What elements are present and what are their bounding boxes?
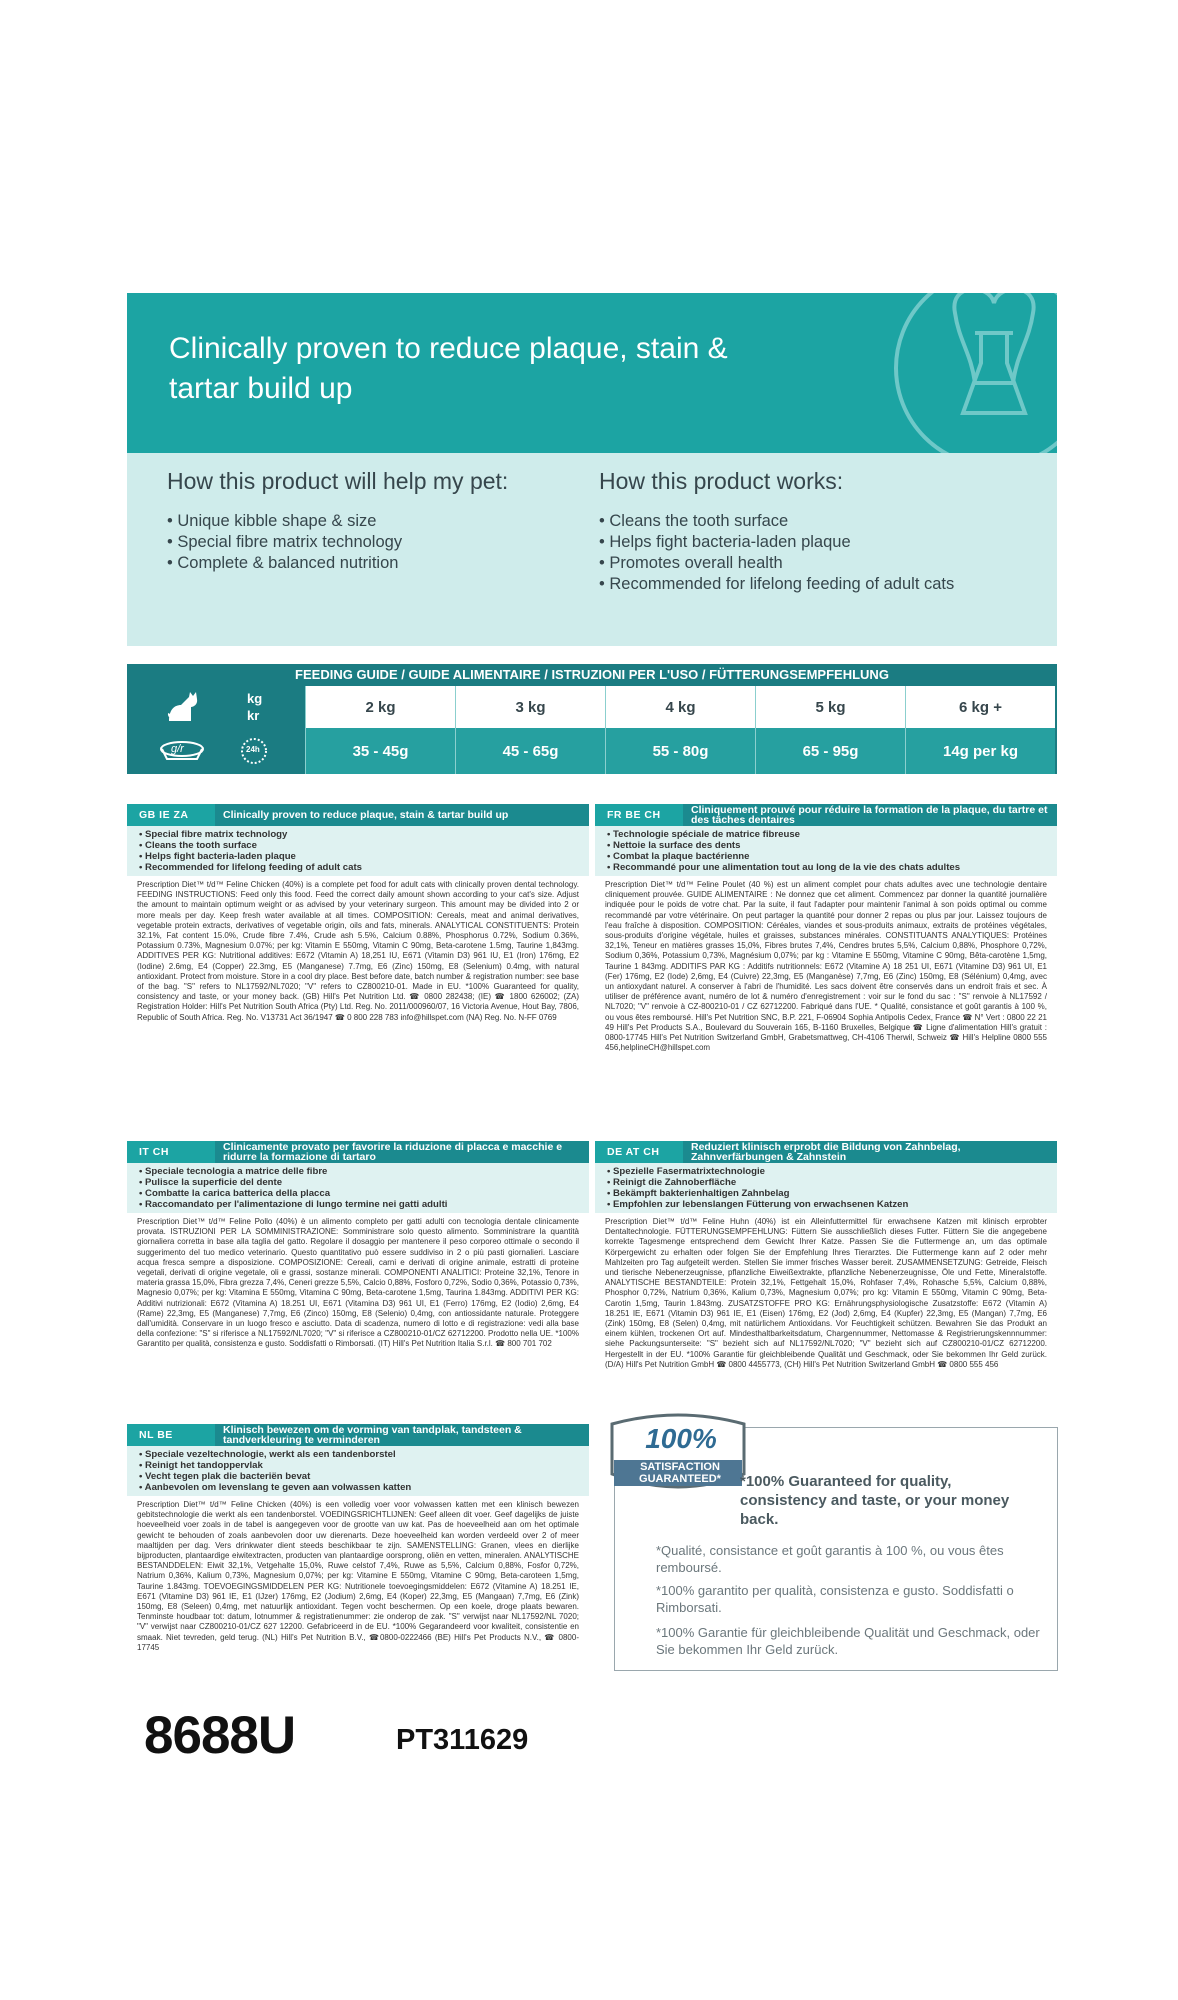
lang-codes: FR BE CH (607, 809, 661, 821)
weight-cell: 4 kg (605, 686, 755, 728)
list-item: • Raccomandato per l'alimentazione di lungo termine nei gatti adulti (139, 1199, 577, 1210)
weight-cell: 5 kg (755, 686, 905, 728)
weight-unit: kg kr (247, 691, 263, 723)
table-row (127, 686, 1057, 728)
amount-cell: 65 - 95g (755, 728, 905, 774)
list-item: • Combat la plaque bactérienne (607, 851, 1045, 862)
lang-body: Prescription Diet™ t/d™ Feline Huhn (40%) ist ein Alleinfuttermittel für erwachsene Katzen mit klinisch erprobter Dentaltechnologie. FÜTTERUNGSEMPFEHLUNG: Füttern Sie ausschließlich dieses Futter. Füttern Sie die angegebene korrekte Tagesmenge entsprechend dem Gewicht Ihrer Katze. Passen Sie die Futtermenge an, um das optimale Körpergewicht zu erhalten oder folgen Sie der Empfehlung Ihres Tierarztes. Die Futtermenge kann auf 2 oder mehr Mahlzeiten pro Tag aufgeteilt werden. Stellen Sie immer frisches Wasser bereit. ZUSAMMENSETZUNG: Getreide, Fleisch und tierische Nebenerzeugnisse, pflanzliche Eiweißextrakte, pflanzliche Nebenerzeugnisse, Öle und Fette, Mineralstoffe. ANALYTISCHE BESTANDTEILE: Protein 32,1%, Fettgehalt 15,0%, Rohfaser 7,4%, Rohasche 5,5%, Calcium 0,88%, Phosphor 0,72%, Natrium 0,36%, Kalium 0,73%, Magnesium 0,07%; pro kg: Vitamin E 550mg, Vitamin C 90mg, Beta-Carotin 1,5mg, Taurin 1.843mg. ZUSATZSTOFFE PRO KG: Ernährungsphysiologische Zusatzstoffe: E672 (Vitamin A) 18.251 IE, E671 (Vitamin D3) 961 IE, E1 (Eisen) 176mg, E2 (Jod) 2,6mg, E4 (Kupfer) 22,3mg, E5 (Mangan) 7,7mg, E6 (Zink) 150mg, E8 (Selen) 0,4mg, mit natürlichem Antioxidans. Vor Feuchtigkeit schützen. Bewahren Sie das Produkt an einem kühlen, trockenen Ort auf. Mindesthaltbarkeitsdatum, Chargennummer, Nettomasse & Registrierungskennnummer: siehe Packungsunterseite: "S" bezieht sich auf NL17592/NL7020; "V" bezieht sich auf CZ800210-01/CZ 62712200. Hergestellt in der EU. *100% Garantie für gleichbleibende Qualität und Geschmack, oder Sie bekommen Ihr Geld zurück. (D/A) Hill's Pet Nutrition GmbH ☎ 0800 4455773, (CH) Hill's Pet Nutrition Switzerland GmbH ☎ 0800 555 456 (605, 1217, 1047, 1369)
weight-cell: 3 kg (455, 686, 605, 728)
list-item: • Special fibre matrix technology (167, 532, 508, 553)
guarantee-it: *100% garantito per qualità, consistenza e gusto. Soddisfatti o Rimborsati. (656, 1583, 1014, 1615)
amount-cell: 45 - 65g (455, 728, 605, 774)
weight-cell: 6 kg + (905, 686, 1055, 728)
list-item: • Helps fight bacteria-laden plaque (139, 851, 577, 862)
lang-body: Prescription Diet™ t/d™ Feline Poulet (40 %) est un aliment complet pour chats adultes avec une technologie dentaire cliniquement prouvée. GUIDE ALIMENTAIRE : Ne donnez que cet aliment. Commencez par donner la quantité journalière indiquée pour le poids de votre chat. Par la suite, il faut l'adapter pour maintenir l'animal à son poids optimal ou comme recommandé par votre vétérinaire. On peut partager la quantité pour donner 2 repas ou plus par jour. Laissez toujours de l'eau fraîche à disposition. COMPOSITION: Céréales, viandes et sous-produits animaux, extraits de protéines végétales, sous-produits d'origine végétale, huiles et graisses, substances minérales. CONSTITUANTS ANALYTIQUES: Protéines 32,1%, Teneur en matières grasses 15,0%, Fibres brutes 7,4%, Cendres brutes 5,5%, Calcium 0,88%, Phosphore 0,72%, Sodium 0,36%, Potassium 0,73%, Magnésium 0,07%; par kg : Vitamine E 550mg, Vitamine C 90mg, Bêta-carotène 1,5mg, Taurine 1 843mg. ADDITIFS PAR KG : Additifs nutritionnels: E672 (Vitamine A) 18 251 UI, E671 (Vitamine D3) 961 UI, E1 (Fer) 176mg, E2 (Iode) 2,6mg, E4 (Cuivre) 22,3mg, E5 (Manganèse) 7,7mg, E6 (Zinc) 150mg, E8 (Sélénium) 0,4mg, avec un antioxydant naturel. A conserver à l'abri de l'humidité. Les sacs doivent être conservés dans un endroit frais et sec. À utiliser de préférence avant, numéro de lot & numéro d'enregistrement : voir sur le fond du sac : "S" renvoie à NL17592 / NL7020; "V" renvoie à CZ-800210-01 / CZ 62712200. Fabriqué dans l'UE. * Qualité, consistance et goût garantis à 100 %, ou vous êtes remboursé. Hill's Pet Nutrition SNC, B.P. 221, F-06904 Sophia Antipolis Cedex, France ☎ N° Vert : 0800 22 21 49 Hill's Pet Products S.A., Boulevard du Souverain 165, B-1160 Bruxelles, Belgique ☎ Ligne d'alimentation Hill's gratuit : 0800-17745 Hill's Pet Nutrition Switzerland GmbH, Grabetsmattweg, CH-4106 Therwil, Schweiz ☎ Hill's Helpline 0800 555 456,helplineCH@hillspet.com (605, 880, 1047, 1053)
product-works (599, 468, 954, 595)
lang-block-de (595, 1141, 1057, 1370)
list-item: • Cleans the tooth surface (139, 840, 577, 851)
amount-header-cell (129, 728, 305, 774)
period-label: 24h (246, 745, 260, 754)
amount-cell: 14g per kg (905, 728, 1055, 774)
feeding-guide-table (127, 664, 1057, 782)
list-item: • Helps fight bacteria-laden plaque (599, 532, 954, 553)
list-item: • Nettoie la surface des dents (607, 840, 1045, 851)
feeding-guide-title: FEEDING GUIDE / GUIDE ALIMENTAIRE / ISTRUZIONI PER L'USO / FÜTTERUNGSEMPFEHLUNG (127, 664, 1057, 686)
product-code: 8688U (144, 1706, 296, 1765)
list-item: • Bekämpft bakterienhaltigen Zahnbelag (607, 1188, 1045, 1199)
lang-block-nl (127, 1424, 589, 1653)
weight-header-cell (129, 686, 305, 728)
list-item: • Cleans the tooth surface (599, 511, 954, 532)
lang-body: Prescription Diet™ t/d™ Feline Pollo (40%) è un alimento completo per gatti adulti con tecnologia dentale clinicamente provata. ISTRUZIONI PER LA SOMMINISTRAZIONE: Somministrare solo questo alimento. Somministrare la quantità giornaliera corretta in base alla taglia del gatto. Regolare il dosaggio per mantenere il peso corporeo ottimale o secondo il suggerimento del tuo medico veterinario. Questo quantitativo può essere suddiviso in 2 o più pasti giornalieri. Lasciare acqua fresca sempre a disposizione. COMPOSIZIONE: Cereali, carni e derivati di origine animale, estratti di proteine vegetali, derivati di origine vegetale, oli e grassi, sostanze minerali. COMPONENTI ANALITICI: Proteine 32,1%, Tenore in materia grassa 15,0%, Fibra grezza 7,4%, Ceneri grezze 5,5%, Calcio 0,88%, Fosforo 0,72%, Sodio 0,36%, Potassio 0,73%, Magnesio 0,07%; per kg: Vitamina E 550mg, Vitamina C 90mg, Beta-carotene 1,5mg, Taurina 1.843mg. ADDITIVI PER KG: Additivi nutrizionali: E672 (Vitamina A) 18.251 UI, E671 (Vitamina D3) 961 UI, E1 (Ferro) 176mg, E2 (Iodio) 2,6mg, E4 (Rame) 22,3mg, E5 (Manganese) 7,7mg, E6 (Zinco) 150mg, E8 (Selenio) 0,4mg, con antiossidante naturale. Proteggere dall'umidità. Conservare in un luogo fresco e asciutto. Data di scadenza, numero di lotto e di registrazione: vedi alla base della confezione: "S" si riferisce a NL17592/NL7020; "V" si riferisce a CZ800210-01/CZ 62712200. Prodotto nella UE. *100% Garantito per qualità, consistenza e gusto. Soddisfatti o Rimborsati. (IT) Hill's Pet Nutrition Italia S.r.l. ☎ 800 701 702 (137, 1217, 580, 1349)
lang-title: Clinically proven to reduce plaque, stain & tartar build up (215, 804, 589, 826)
lang-block-fr (595, 804, 1057, 1053)
list-item: • Empfohlen zur lebenslangen Fütterung von erwachsenen Katzen (607, 1199, 1045, 1210)
print-code: PT311629 (396, 1724, 529, 1756)
weight-cell: 2 kg (305, 686, 455, 728)
lang-codes: IT CH (139, 1146, 169, 1158)
seal-percent: 100% (645, 1423, 717, 1454)
list-item: • Promotes overall health (599, 553, 954, 574)
list-item: • Reinigt het tandoppervlak (139, 1460, 577, 1471)
lang-block-it (127, 1141, 589, 1350)
product-works-title: How this product works: (599, 468, 844, 494)
seal-line: GUARANTEED* (639, 1473, 721, 1485)
guarantee-de: *100% Garantie für gleichbleibende Qualität und Geschmack, oder Sie bekommen Ihr Geld zurück. (656, 1625, 1040, 1657)
lang-body: Prescription Diet™ t/d™ Feline Chicken (40%) is a complete pet food for adult cats with clinically proven dental technology. FEEDING INSTRUCTIONS: Feed only this food. Feed the correct daily amount shown according to your cat's size. Adjust the amount to maintain optimum weight or as advised by your veterinary surgeon. This amount may be divided into 2 or more meals per day. Keep fresh water available at all times. COMPOSITION: Cereals, meat and animal derivatives, vegetable protein extracts, derivatives of vegetable origin, oils and fats, minerals. ANALYTICAL CONSTITUENTS: Protein 32.1%, Fat content 15.0%, Crude fibre 7.4%, Crude ash 5.5%, Calcium 0.88%, Phosphorus 0.72%, Sodium 0.36%, Potassium 0.73%, Magnesium 0.07%; per kg: Vitamin E 550mg, Vitamin C 90mg, Beta-carotene 1.5mg, Taurine 1,843mg. ADDITIVES PER KG: Nutritional additives: E672 (Vitamin A) 18,251 IU, E671 (Vitamin D3) 961 IU, E1 (Iron) 176mg, E2 (Iodine) 2.6mg, E4 (Copper) 22.3mg, E5 (Manganese) 7.7mg, E6 (Zinc) 150mg, E8 (Selenium) 0.4mg, with natural antioxidant. Protect from moisture. Store in a cool dry place. Best before date, batch number & registration number: see base of the bag. "S" refers to NL17592/NL7020; "V" refers to CZ800210-01. Made in EU. *100% Guaranteed for quality, consistency and taste, or your money back. (GB) Hill's Pet Nutrition Ltd. ☎ 0800 282438; (IE) ☎ 1800 626002; (ZA) Registration Holder: Hill's Pet Nutrition South Africa (Pty) Ltd. Reg. No. 2011/000960/07, 16 Victoria Avenue, Hout Bay, 7806, Republic of South Africa. Reg. No. V13731 Act 36/1947 ☎ 0 800 228 783 info@hillspet.com (NA) Reg. No. N-FF 0769 (137, 880, 580, 1022)
list-item: • Spezielle Fasermatrixtechnologie (607, 1166, 1045, 1177)
list-item: • Recommended for lifelong feeding of adult cats (599, 574, 954, 595)
amount-cell: 55 - 80g (605, 728, 755, 774)
lang-block-gb (127, 804, 589, 1023)
list-item: • Speciale tecnologia a matrice delle fibre (139, 1166, 577, 1177)
seal-text (612, 1461, 748, 1485)
guarantee-fr: *Qualité, consistance et goût garantis à 100 %, ou vous êtes remboursé. (656, 1543, 1004, 1575)
lang-title: Reduziert klinisch erprobt die Bildung von Zahnbelag, Zahnverfärbungen & Zahnstein (683, 1141, 1057, 1163)
list-item: • Reinigt die Zahnoberfläche (607, 1177, 1045, 1188)
list-item: • Combatte la carica batterica della placca (139, 1188, 577, 1199)
lang-title: Klinisch bewezen om de vorming van tandplak, tandsteen & tandverkleuring te verminderen (215, 1424, 589, 1446)
hero-banner (127, 293, 1057, 453)
list-item: • Recommended for lifelong feeding of adult cats (139, 862, 577, 873)
pet-benefits-title: How this product will help my pet: (167, 468, 509, 494)
guarantee-main: *100% Guaranteed for quality, consistency and taste, or your money back. (740, 1473, 1010, 1528)
list-item: • Special fibre matrix technology (139, 829, 577, 840)
table-row (127, 728, 1057, 774)
list-item: • Recommandé pour une alimentation tout au long de la vie des chats adultes (607, 862, 1045, 873)
amount-cell: 35 - 45g (305, 728, 455, 774)
pet-benefits (167, 468, 508, 574)
list-item: • Technologie spéciale de matrice fibreuse (607, 829, 1045, 840)
list-item: • Unique kibble shape & size (167, 511, 508, 532)
lang-codes: DE AT CH (607, 1146, 660, 1158)
list-item: • Complete & balanced nutrition (167, 553, 508, 574)
amount-unit: g/r (171, 743, 184, 755)
flask-tooth-icon (889, 293, 1057, 453)
list-item: • Speciale vezeltechnologie, werkt als een tandenborstel (139, 1449, 577, 1460)
list-item: • Pulisce la superficie del dente (139, 1177, 577, 1188)
lang-title: Cliniquement prouvé pour réduire la formation de la plaque, du tartre et des tâches dentaires (683, 804, 1057, 826)
benefits-panel (127, 453, 1057, 646)
hero-headline: Clinically proven to reduce plaque, stain & tartar build up (169, 332, 728, 405)
list-item: • Aanbevolen om levenslang te geven aan volwassen katten (139, 1482, 577, 1493)
cat-icon (165, 691, 201, 723)
lang-codes: GB IE ZA (139, 809, 189, 821)
list-item: • Vecht tegen plak die bacteriën bevat (139, 1471, 577, 1482)
lang-title: Clinicamente provato per favorire la riduzione di placca e macchie e ridurre la formazione di tartaro (215, 1141, 589, 1163)
lang-body: Prescription Diet™ t/d™ Feline Chicken (40%) is een volledig voer voor volwassen katten met een klinisch bewezen gebitstechnologie die werkt als een tandenborstel. VOEDINGSRICHTLIJNEN: Geef alleen dit voer. Geef dagelijks de juiste hoeveelheid voer zoals in de tabel is aangegeven voor de grootte van uw kat. Pas de hoeveelheid aan om het optimale gewicht te behouden of zoals aanbevolen door uw dierenarts. Deze hoeveelheid kan worden verdeeld over 2 of meer maaltijden per dag. Vers drinkwater dient steeds beschikbaar te zijn. SAMENSTELLING: Granen, vlees en dierlijke bijproducten, plantaardige eiwitextracten, producten van plantaardige oorsprong, oliën en vetten, mineralen. ANALYTISCHE BESTANDDELEN: Eiwit 32,1%, Vetgehalte 15,0%, Ruwe celstof 7,4%, Ruwe as 5,5%, Calcium 0,88%, Fosfor 0,72%, Natrium 0,36%, Kalium 0,73%, Magnesium 0,07%; per kg: Vitamine E 550mg, Vitamine C 90mg, Beta-caroteen 1,5mg, Taurine 1.843mg. TOEVOEGINGSMIDDELEN PER KG: Nutritionele toevoegingsmiddelen: E672 (Vitamine A) 18.251 IE, E671 (Vitamine D3) 961 IE, E1 (IJzer) 176mg, E2 (Jodium) 2,6mg, E4 (Koper) 22,3mg, E5 (Mangaan) 7,7mg, E6 (Zink) 150mg, E8 (Seleen) 0,4mg, met natuurlijk antioxidant. Tegen vocht beschermen. Op een koele, droge plaats bewaren. Tenminste houdbaar tot: datum, lotnummer & registratienummer: zie onderop de zak. "S" verwijst naar NL17592/NL 7020; "V" verwijst naar CZ800210-01/CZ 627 12200. Gefabriceerd in de EU. *100% Gegarandeerd voor kwaliteit, consistentie en smaak. Niet tevreden, geld terug. (NL) Hill's Pet Nutrition B.V., ☎0800-0222466 (BE) Hill's Pet Products N.V., ☎ 0800-17745 (137, 1500, 579, 1652)
lang-codes: NL BE (139, 1429, 173, 1441)
seal-line: SATISFACTION (640, 1461, 720, 1473)
